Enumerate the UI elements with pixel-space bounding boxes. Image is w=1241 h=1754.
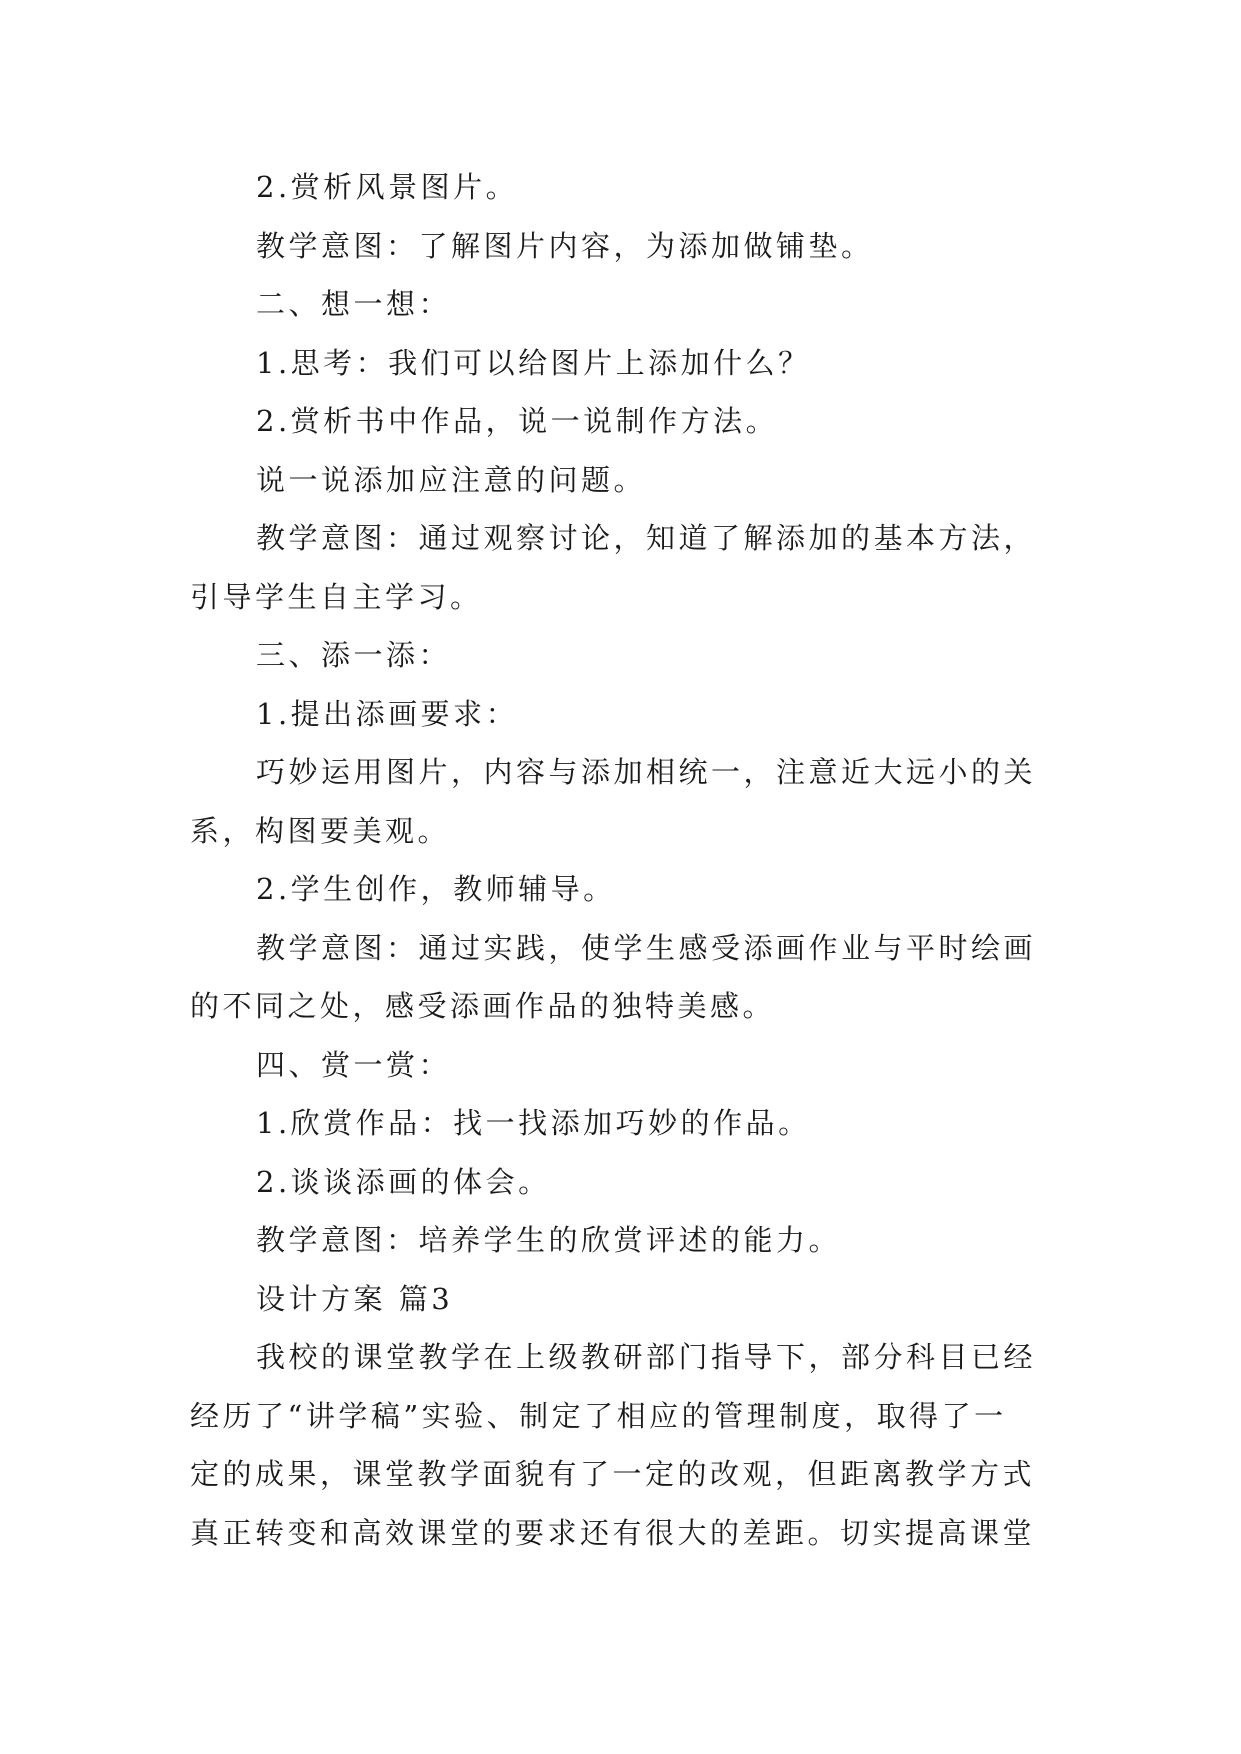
paragraph-line: 教学意图：通过实践，使学生感受添画作业与平时绘画 [256,930,1037,965]
paragraph-line: 定的成果，课堂教学面貌有了一定的改观，但距离教学方式 [190,1457,1036,1491]
paragraph-line: 设计方案 篇3 [256,1281,454,1316]
paragraph-line: 1.提出添画要求： [256,696,519,731]
paragraph-line: 教学意图：通过观察讨论，知道了解添加的基本方法， [256,521,1037,555]
paragraph-line: 教学意图：培养学生的欣赏评述的能力。 [256,1223,842,1257]
paragraph-line: 三、添一添： [256,638,452,672]
paragraph-line: 四、赏一赏： [256,1047,452,1082]
paragraph-line: 的不同之处，感受添画作品的独特美感。 [190,989,776,1023]
paragraph-line: 真正转变和高效课堂的要求还有很大的差距。切实提高课堂 [190,1515,1036,1550]
paragraph-line: 1.欣赏作品：找一找添加巧妙的作品。 [256,1106,811,1140]
paragraph-line: 说一说添加应注意的问题。 [256,462,647,497]
paragraph-line: 二、想一想： [256,287,452,321]
document-body [190,158,1060,1562]
paragraph-line: 经历了“讲学稿”实验、制定了相应的管理制度，取得了一 [190,1398,1007,1433]
paragraph-line: 2.赏析风景图片。 [256,170,519,204]
paragraph-line: 1.思考：我们可以给图片上添加什么？ [256,345,811,380]
paragraph-line: 引导学生自主学习。 [190,579,483,614]
paragraph-line: 教学意图：了解图片内容，为添加做铺垫。 [256,228,874,263]
paragraph-line: 2.谈谈添画的体会。 [256,1164,551,1199]
paragraph-line: 我校的课堂教学在上级教研部门指导下，部分科目已经 [256,1340,1037,1374]
paragraph-line: 2.赏析书中作品，说一说制作方法。 [256,404,779,438]
paragraph-line: 系，构图要美观。 [190,813,451,848]
paragraph-line: 巧妙运用图片，内容与添加相统一，注意近大远小的关 [256,755,1037,789]
paragraph-line: 2.学生创作，教师辅导。 [256,872,616,906]
